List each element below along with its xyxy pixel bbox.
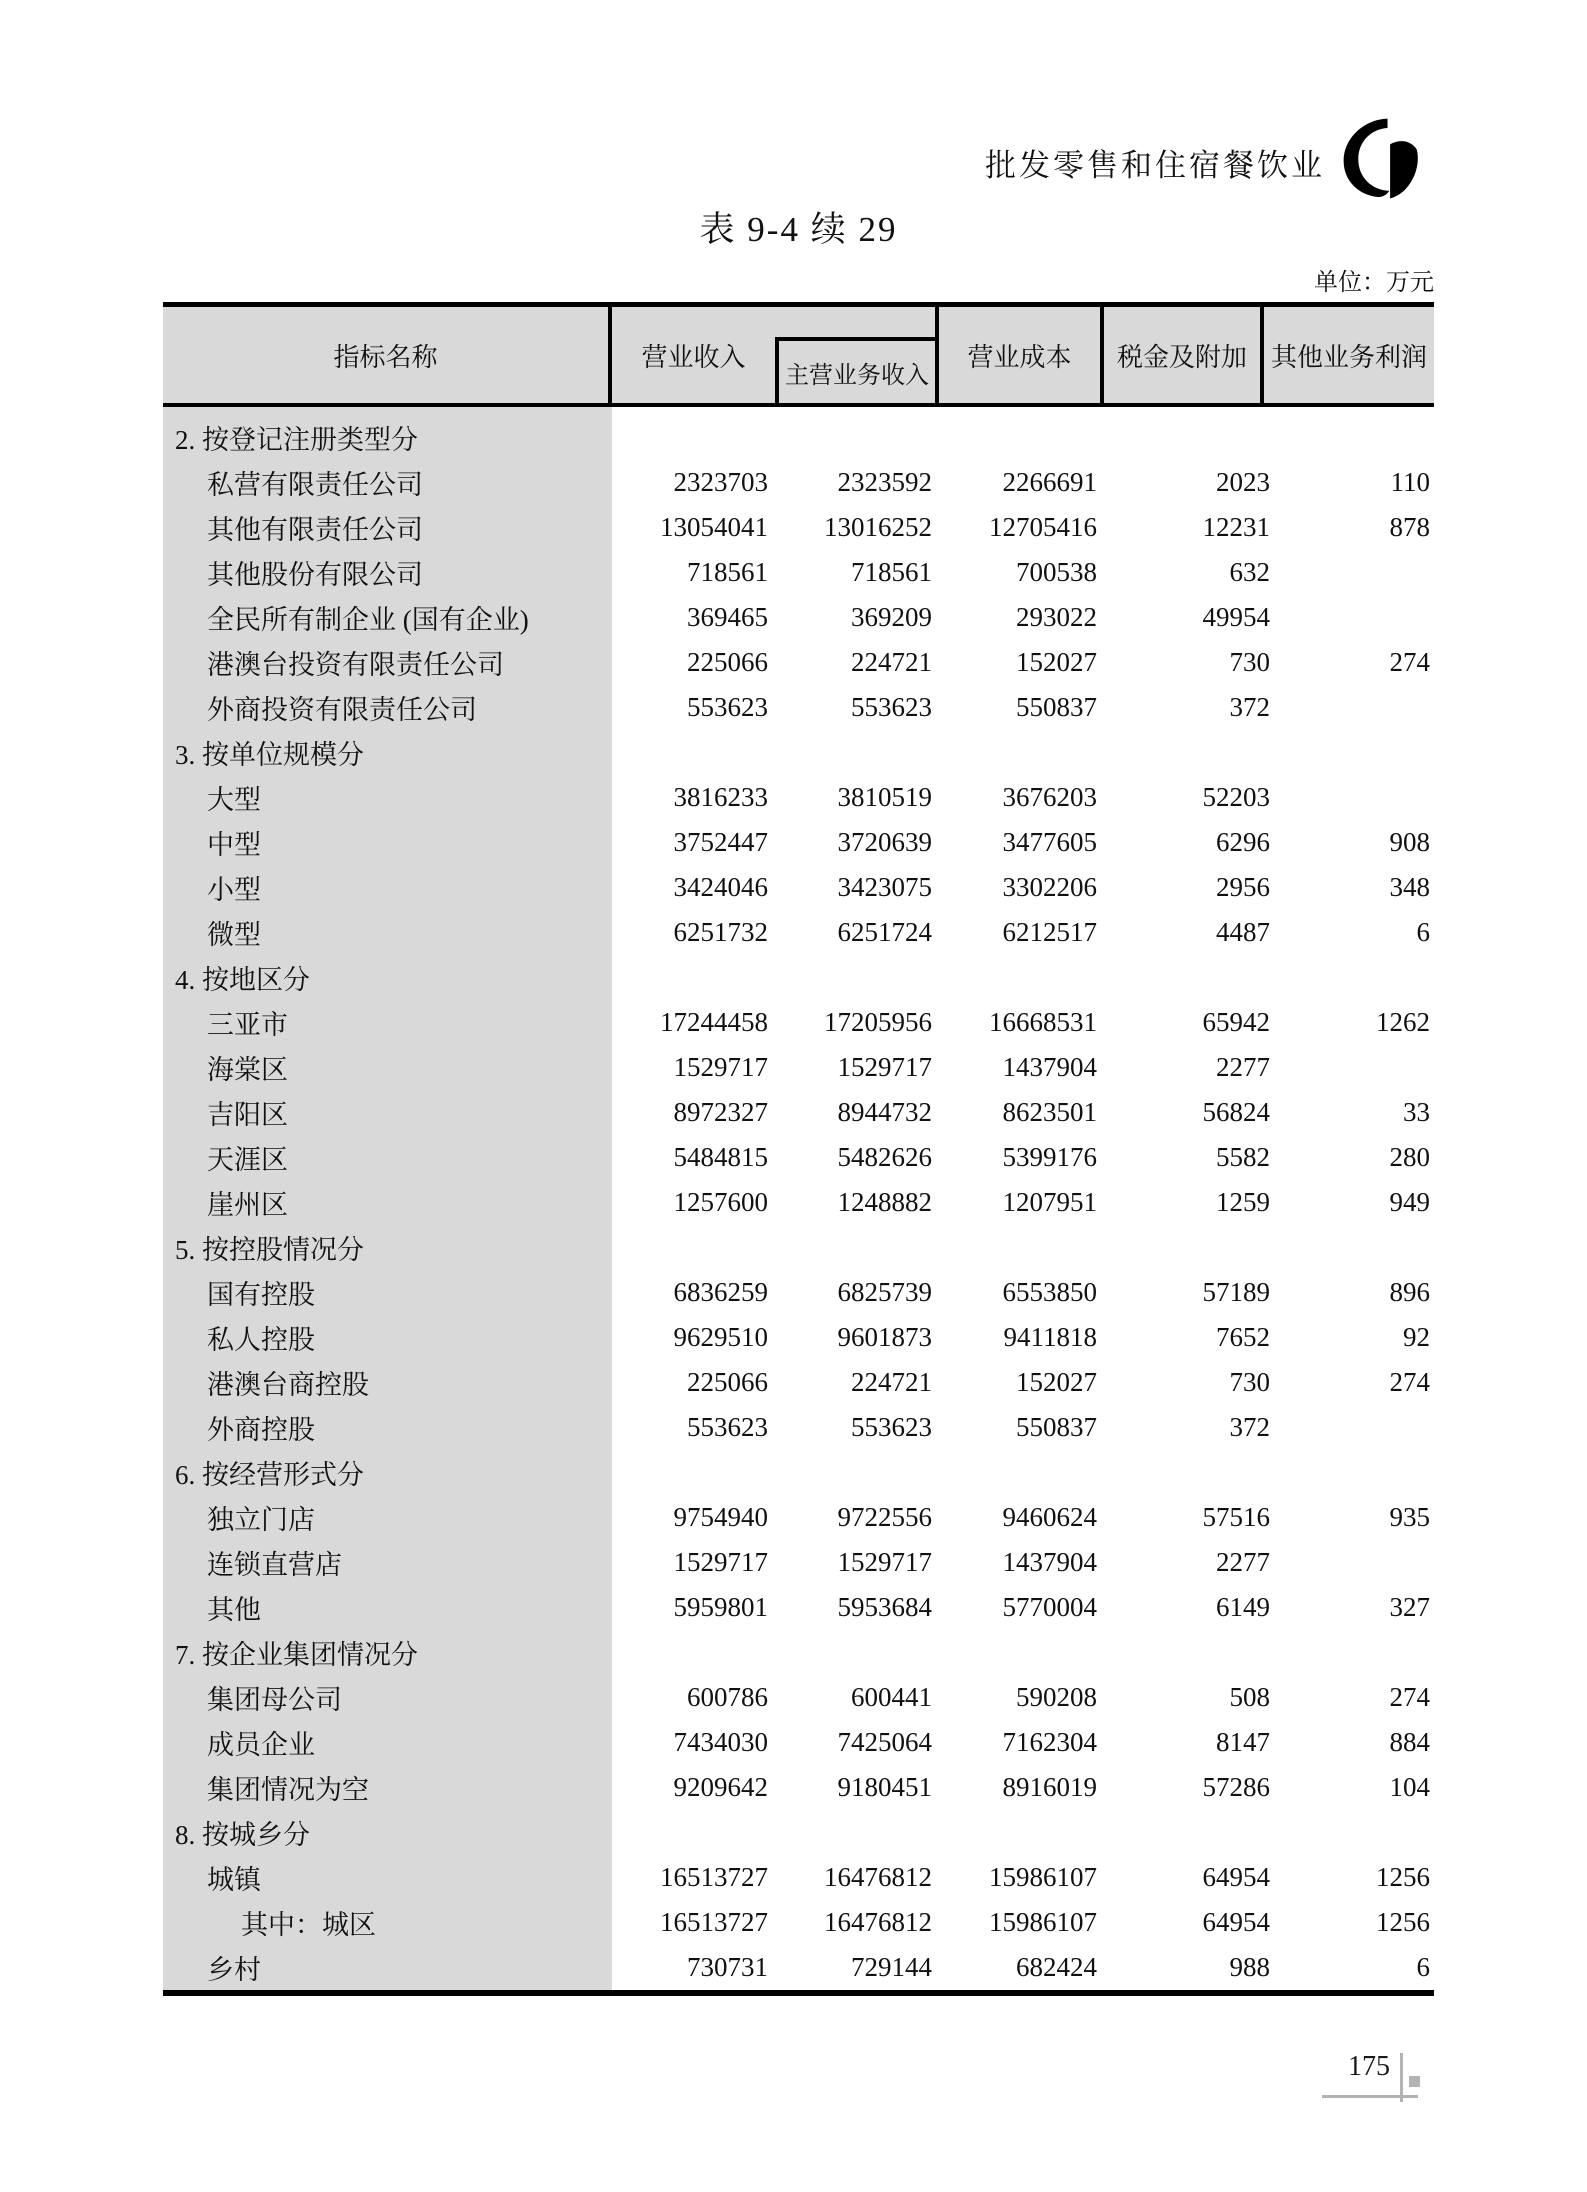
table-row <box>163 640 1434 685</box>
row-value: 1529717 <box>673 1547 768 1577</box>
col-header-indicator-name: 指标名称 <box>163 307 612 403</box>
row-value: 6212517 <box>1002 917 1097 947</box>
row-value: 6296 <box>1216 827 1270 857</box>
row-value: 110 <box>1390 467 1430 497</box>
row-value: 7162304 <box>1002 1727 1097 1757</box>
row-value: 730731 <box>687 1952 768 1982</box>
table-row <box>163 460 1434 505</box>
section-header-row <box>163 1225 1434 1270</box>
row-value: 884 <box>1389 1727 1430 1757</box>
row-value: 7652 <box>1216 1322 1270 1352</box>
row-value: 1529717 <box>837 1547 932 1577</box>
row-label: 崖州区 <box>207 1190 288 1220</box>
row-value: 64954 <box>1202 1907 1270 1937</box>
row-label: 中型 <box>207 830 261 860</box>
row-value: 6 <box>1416 1952 1430 1982</box>
row-value: 5482626 <box>837 1142 932 1172</box>
row-value: 3810519 <box>837 782 932 812</box>
row-value: 57516 <box>1202 1502 1270 1532</box>
row-value: 1256 <box>1376 1907 1430 1937</box>
row-value: 369465 <box>687 602 768 632</box>
row-value: 5959801 <box>673 1592 768 1622</box>
row-label: 私人控股 <box>207 1325 315 1355</box>
row-value: 2277 <box>1216 1052 1270 1082</box>
table-row <box>163 1900 1434 1945</box>
section-header-row <box>163 1630 1434 1675</box>
row-label: 成员企业 <box>207 1730 315 1760</box>
row-label: 连锁直营店 <box>207 1550 342 1580</box>
table-row <box>163 1180 1434 1225</box>
row-value: 152027 <box>1016 1367 1097 1397</box>
row-value: 8147 <box>1216 1727 1270 1757</box>
row-value: 13016252 <box>824 512 932 542</box>
row-value: 9722556 <box>837 1502 932 1532</box>
row-value: 1257600 <box>673 1187 768 1217</box>
page-number: 175 <box>1348 2051 1390 2082</box>
row-value: 553623 <box>687 692 768 722</box>
row-value: 372 <box>1229 1412 1270 1442</box>
row-value: 730 <box>1229 1367 1270 1397</box>
row-value: 553623 <box>851 692 932 722</box>
row-value: 16476812 <box>824 1907 932 1937</box>
row-value: 2023 <box>1216 467 1270 497</box>
row-value: 729144 <box>851 1952 932 1982</box>
row-value: 3676203 <box>1002 782 1097 812</box>
row-value: 3816233 <box>673 782 768 812</box>
row-value: 7434030 <box>673 1727 768 1757</box>
row-value: 6836259 <box>673 1277 768 1307</box>
row-label: 海棠区 <box>207 1055 288 1085</box>
unit-label: 单位：万元 <box>1314 270 1434 296</box>
col-header-other-business-profit: 其他业务利润 <box>1260 307 1434 403</box>
row-value: 2323592 <box>837 467 932 497</box>
row-value: 7425064 <box>837 1727 932 1757</box>
row-value: 16513727 <box>660 1907 768 1937</box>
row-value: 9754940 <box>673 1502 768 1532</box>
table-row <box>163 505 1434 550</box>
row-value: 553623 <box>687 1412 768 1442</box>
row-value: 8944732 <box>837 1097 932 1127</box>
table-row <box>163 1405 1434 1450</box>
row-label: 城镇 <box>207 1865 261 1895</box>
row-label: 8. 按城乡分 <box>175 1820 310 1850</box>
row-label: 7. 按企业集团情况分 <box>175 1640 418 1670</box>
row-value: 92 <box>1403 1322 1430 1352</box>
row-value: 1529717 <box>837 1052 932 1082</box>
row-value: 4487 <box>1216 917 1270 947</box>
row-value: 17244458 <box>660 1007 768 1037</box>
row-label: 6. 按经营形式分 <box>175 1460 364 1490</box>
row-label: 其他有限责任公司 <box>207 515 423 545</box>
row-label: 大型 <box>207 785 261 815</box>
section-header-row <box>163 1450 1434 1495</box>
row-value: 1529717 <box>673 1052 768 1082</box>
row-value: 225066 <box>687 1367 768 1397</box>
table-body <box>163 407 1434 1996</box>
row-value: 1248882 <box>837 1187 932 1217</box>
row-label: 其中：城区 <box>241 1910 376 1940</box>
row-value: 348 <box>1389 872 1430 902</box>
row-value: 3423075 <box>837 872 932 902</box>
row-value: 9180451 <box>837 1772 932 1802</box>
row-value: 274 <box>1389 1682 1430 1712</box>
footer-square-ornament <box>1409 2076 1420 2087</box>
row-value: 293022 <box>1016 602 1097 632</box>
row-label: 集团情况为空 <box>207 1775 369 1805</box>
row-value: 224721 <box>851 1367 932 1397</box>
row-label: 其他股份有限公司 <box>207 560 423 590</box>
row-value: 56824 <box>1202 1097 1270 1127</box>
row-label: 2. 按登记注册类型分 <box>175 425 418 455</box>
row-value: 600786 <box>687 1682 768 1712</box>
table-row <box>163 1765 1434 1810</box>
row-label: 私营有限责任公司 <box>207 470 423 500</box>
row-value: 49954 <box>1202 602 1270 632</box>
row-value: 16668531 <box>989 1007 1097 1037</box>
row-value: 1437904 <box>1002 1547 1097 1577</box>
row-value: 9460624 <box>1002 1502 1097 1532</box>
row-value: 5770004 <box>1002 1592 1097 1622</box>
row-value: 224721 <box>851 647 932 677</box>
row-value: 274 <box>1389 647 1430 677</box>
table-row <box>163 1270 1434 1315</box>
row-value: 550837 <box>1016 692 1097 722</box>
section-header-row <box>163 730 1434 775</box>
row-label: 吉阳区 <box>207 1100 288 1130</box>
row-value: 508 <box>1229 1682 1270 1712</box>
row-value: 988 <box>1229 1952 1270 1982</box>
row-label: 三亚市 <box>207 1010 288 1040</box>
table-row <box>163 1090 1434 1135</box>
row-value: 13054041 <box>660 512 768 542</box>
table-row <box>163 550 1434 595</box>
footer-horizontal-rule <box>1322 2095 1418 2098</box>
row-value: 12231 <box>1202 512 1270 542</box>
table-row <box>163 1360 1434 1405</box>
row-value: 8972327 <box>673 1097 768 1127</box>
row-value: 1259 <box>1216 1187 1270 1217</box>
row-value: 225066 <box>687 647 768 677</box>
row-value: 9411818 <box>1003 1322 1097 1352</box>
row-value: 590208 <box>1016 1682 1097 1712</box>
col-header-operating-cost: 营业成本 <box>935 307 1100 403</box>
row-label: 外商控股 <box>207 1415 315 1445</box>
row-value: 6 <box>1416 917 1430 947</box>
row-label: 国有控股 <box>207 1280 315 1310</box>
table-row <box>163 1495 1434 1540</box>
row-value: 65942 <box>1202 1007 1270 1037</box>
table-row <box>163 685 1434 730</box>
row-label: 全民所有制企业 (国有企业) <box>207 605 529 635</box>
row-value: 730 <box>1229 647 1270 677</box>
row-value: 682424 <box>1016 1952 1097 1982</box>
row-value: 8623501 <box>1002 1097 1097 1127</box>
col-header-main-business-revenue: 主营业务收入 <box>775 337 935 403</box>
row-value: 908 <box>1389 827 1430 857</box>
row-label: 独立门店 <box>207 1505 315 1535</box>
table-row <box>163 1315 1434 1360</box>
row-label: 港澳台商控股 <box>207 1370 369 1400</box>
row-value: 1437904 <box>1002 1052 1097 1082</box>
table-row <box>163 1540 1434 1585</box>
row-value: 553623 <box>851 1412 932 1442</box>
row-value: 12705416 <box>989 512 1097 542</box>
row-value: 6251732 <box>673 917 768 947</box>
col-header-operating-revenue: 营业收入 <box>641 342 746 372</box>
row-label: 其他 <box>207 1595 261 1625</box>
table-row <box>163 595 1434 640</box>
footer-vertical-rule <box>1400 2053 1403 2102</box>
row-value: 550837 <box>1016 1412 1097 1442</box>
row-label: 5. 按控股情况分 <box>175 1235 364 1265</box>
row-value: 949 <box>1389 1187 1430 1217</box>
section-header-row <box>163 415 1434 460</box>
table-row <box>163 1855 1434 1900</box>
row-value: 152027 <box>1016 647 1097 677</box>
row-value: 5484815 <box>673 1142 768 1172</box>
row-value: 3720639 <box>837 827 932 857</box>
col-header-revenue-group <box>612 307 935 403</box>
row-value: 16513727 <box>660 1862 768 1892</box>
row-value: 718561 <box>687 557 768 587</box>
row-value: 3302206 <box>1002 872 1097 902</box>
row-value: 700538 <box>1016 557 1097 587</box>
table-header-row <box>163 302 1434 407</box>
row-value: 6251724 <box>837 917 932 947</box>
row-value: 600441 <box>851 1682 932 1712</box>
row-value: 935 <box>1389 1502 1430 1532</box>
row-value: 5399176 <box>1002 1142 1097 1172</box>
row-label: 天涯区 <box>207 1145 288 1175</box>
row-label: 小型 <box>207 875 261 905</box>
row-value: 6825739 <box>837 1277 932 1307</box>
table-row <box>163 1135 1434 1180</box>
row-label: 外商投资有限责任公司 <box>207 695 477 725</box>
row-value: 2323703 <box>673 467 768 497</box>
row-value: 369209 <box>851 602 932 632</box>
publication-logo-icon <box>1337 116 1426 202</box>
col-header-taxes-surcharges: 税金及附加 <box>1100 307 1260 403</box>
row-value: 15986107 <box>989 1907 1097 1937</box>
row-value: 896 <box>1389 1277 1430 1307</box>
row-value: 632 <box>1229 557 1270 587</box>
row-value: 104 <box>1389 1772 1430 1802</box>
table-row <box>163 1945 1434 1990</box>
row-value: 8916019 <box>1002 1772 1097 1802</box>
row-value: 15986107 <box>989 1862 1097 1892</box>
row-value: 280 <box>1389 1142 1430 1172</box>
row-value: 2266691 <box>1002 467 1097 497</box>
row-value: 1262 <box>1376 1007 1430 1037</box>
row-value: 5953684 <box>837 1592 932 1622</box>
row-label: 3. 按单位规模分 <box>175 740 364 770</box>
row-label: 集团母公司 <box>207 1685 342 1715</box>
table-row <box>163 1720 1434 1765</box>
table-row <box>163 820 1434 865</box>
section-header-row <box>163 955 1434 1000</box>
table-row <box>163 865 1434 910</box>
row-value: 17205956 <box>824 1007 932 1037</box>
row-value: 5582 <box>1216 1142 1270 1172</box>
row-value: 327 <box>1389 1592 1430 1622</box>
row-value: 9601873 <box>837 1322 932 1352</box>
table-row <box>163 1000 1434 1045</box>
row-value: 57189 <box>1202 1277 1270 1307</box>
row-value: 52203 <box>1202 782 1270 812</box>
row-value: 64954 <box>1202 1862 1270 1892</box>
table-row <box>163 1585 1434 1630</box>
section-header-row <box>163 1810 1434 1855</box>
row-label: 微型 <box>207 920 261 950</box>
row-value: 1207951 <box>1002 1187 1097 1217</box>
row-label: 4. 按地区分 <box>175 965 310 995</box>
row-value: 33 <box>1403 1097 1430 1127</box>
row-value: 372 <box>1229 692 1270 722</box>
row-value: 9209642 <box>673 1772 768 1802</box>
row-value: 57286 <box>1202 1772 1270 1802</box>
data-table <box>163 302 1434 1996</box>
table-row <box>163 775 1434 820</box>
row-value: 3752447 <box>673 827 768 857</box>
row-value: 274 <box>1389 1367 1430 1397</box>
row-value: 878 <box>1389 512 1430 542</box>
row-value: 6149 <box>1216 1592 1270 1622</box>
table-row <box>163 1045 1434 1090</box>
row-value: 2277 <box>1216 1547 1270 1577</box>
row-value: 9629510 <box>673 1322 768 1352</box>
table-row <box>163 910 1434 955</box>
row-value: 6553850 <box>1002 1277 1097 1307</box>
row-value: 16476812 <box>824 1862 932 1892</box>
table-title: 表 9-4 续 29 <box>699 210 898 249</box>
chapter-title: 批发零售和住宿餐饮业 <box>985 148 1325 183</box>
row-value: 3477605 <box>1002 827 1097 857</box>
row-value: 2956 <box>1216 872 1270 902</box>
row-value: 3424046 <box>673 872 768 902</box>
table-row <box>163 1675 1434 1720</box>
row-value: 718561 <box>851 557 932 587</box>
row-label: 乡村 <box>207 1955 261 1985</box>
row-value: 1256 <box>1376 1862 1430 1892</box>
row-label: 港澳台投资有限责任公司 <box>207 650 504 680</box>
